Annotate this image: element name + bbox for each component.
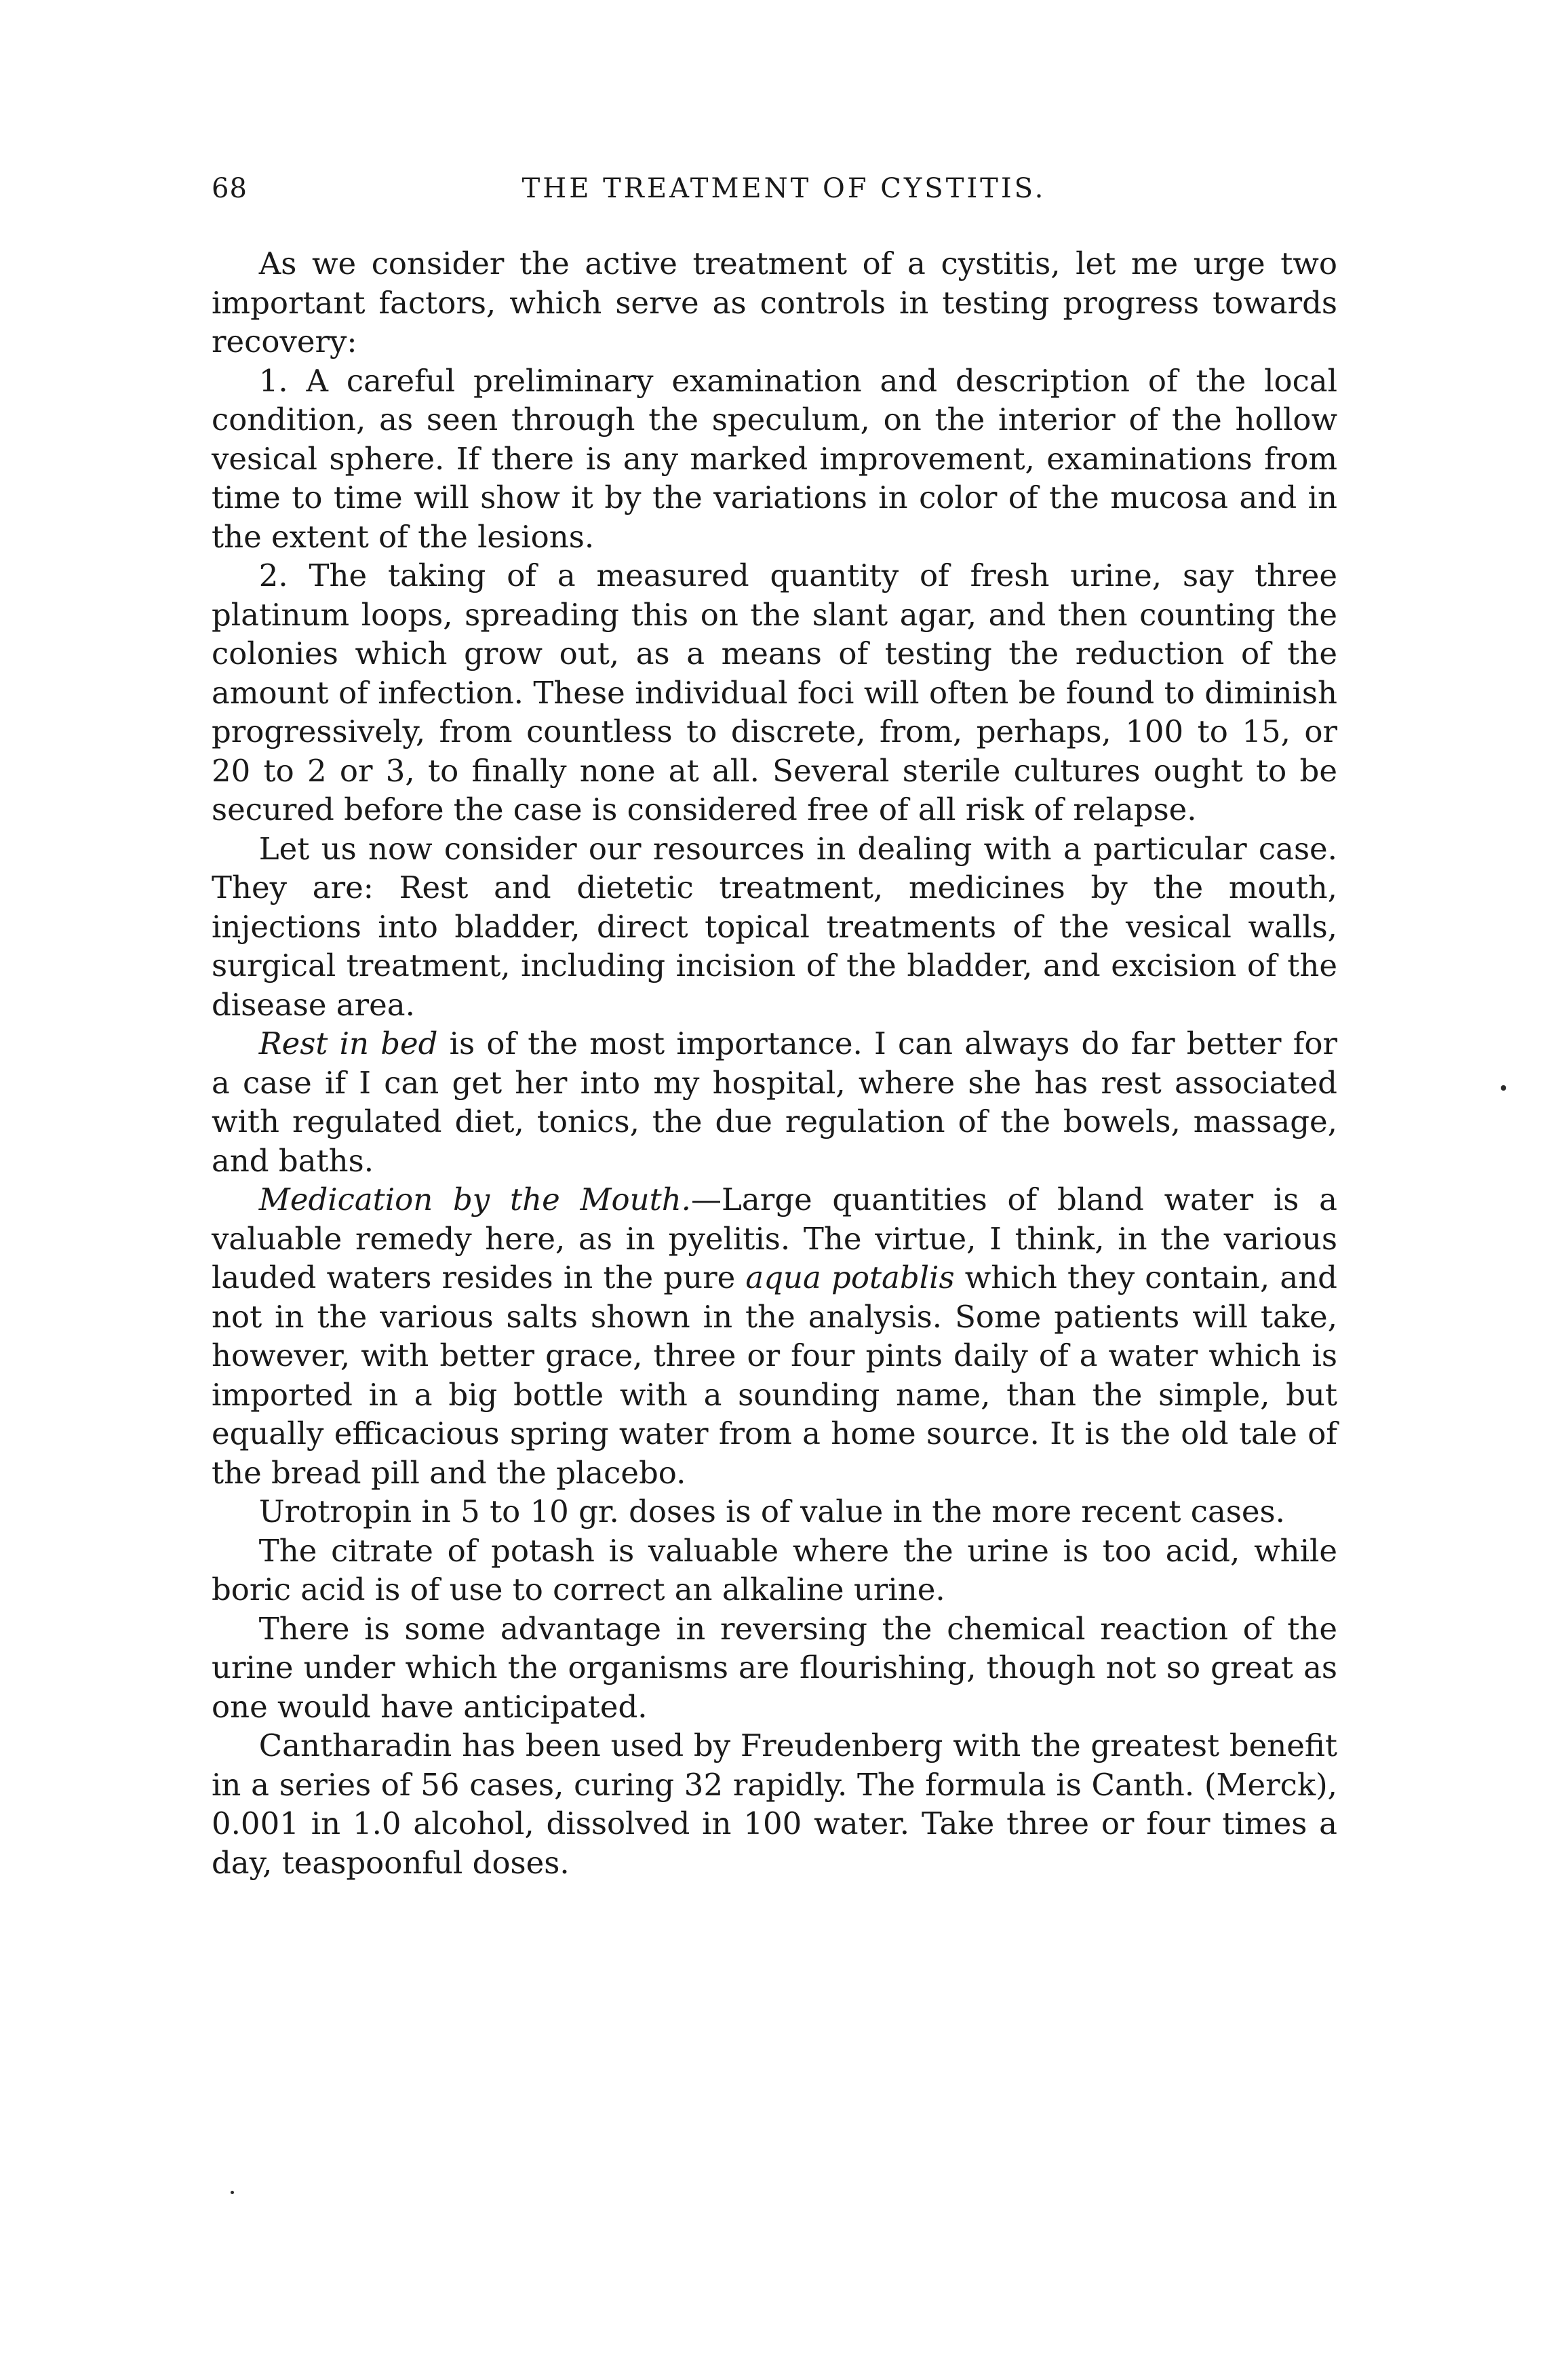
body-text [212, 244, 1337, 1882]
page-header [212, 173, 1356, 214]
running-title: THE TREATMENT OF CYSTITIS. [521, 173, 1046, 204]
italic-heading-rest-in-bed: Rest in bed [258, 1026, 438, 1061]
paragraph-reaction: There is some advantage in reversing the chemical reaction of the urine under which the organisms are flourishing, though not so great as one would have anticipated. [212, 1610, 1337, 1725]
page-number: 68 [212, 173, 248, 204]
paragraph-factor-1: 1. A careful preliminary examination and description of the local condition, as seen through the speculum, on the interior of the hollow vesical sphere. If there is any marked improvement, examinations from time to time will show it by the variations in color of the mucosa and in the extent of the lesions. [212, 362, 1337, 555]
paragraph-intro: As we consider the active treatment of a cystitis, let me urge two important factors, which serve as controls in testing progress towards recovery: [212, 246, 1337, 359]
margin-speck [1501, 1085, 1506, 1091]
paragraph-resources: Let us now consider our resources in dealing with a particular case. They are: Rest and dietetic treatment, medicines by the mouth, injections into bladder, direct topical treatments of the vesical walls, surgical treatment, including incision of the bladder, and excision of the disease area. [212, 830, 1337, 1023]
paragraph-citrate: The citrate of potash is valuable where the urine is too acid, while boric acid is of use to correct an alkaline urine. [212, 1532, 1337, 1607]
italic-term-aqua-potablis: aqua potablis [745, 1260, 955, 1295]
paragraph-rest-in-bed: Rest in bed is of the most importance. I can always do far better for a case if I can get her into my hospital, where she has rest associated with regulated diet, tonics, the due regulation of the bowels, massage, and baths. [212, 1026, 1338, 1179]
footer-speck [231, 2191, 234, 2194]
paragraph-cantharadin: Cantharadin has been used by Freudenberg with the greatest benefit in a series of 56 cases, curing 32 rapidly. The formula is Canth. (Merck), 0.001 in 1.0 alcohol, dissolved in 100 water. Take three or four times a day, teaspoonful doses. [212, 1728, 1337, 1881]
italic-heading-medication: Medication by the Mouth. [258, 1182, 691, 1217]
paragraph-factor-2: 2. The taking of a measured quantity of fresh urine, say three platinum loops, spreading this on the slant agar, and then counting the colonies which grow out, as a means of testing the reduction of the amount of infection. These individual foci will often be found to diminish progressively, from countless to discrete, from, perhaps, 100 to 15, or 20 to 2 or 3, to finally none at all. Several sterile cultures ought to be secured before the case is considered free of all risk of relapse. [212, 558, 1337, 827]
paragraph-urotropin: Urotropin in 5 to 10 gr. doses is of value in the more recent cases. [258, 1494, 1285, 1529]
paragraph-medication: Medication by the Mouth.—Large quantities of bland water is a valuable remedy here, as in pyelitis. The virtue, I think, in the various lauded waters resides in the pure aqua potablis which they contain, and not in the various salts shown in the analysis. Some patients will take, however, with better grace, three or four pints daily of a water which is imported in a big bottle with a sounding name, than the simple, but equally efficacious spring water from a home source. It is the old tale of the bread pill and the placebo. [212, 1182, 1337, 1491]
